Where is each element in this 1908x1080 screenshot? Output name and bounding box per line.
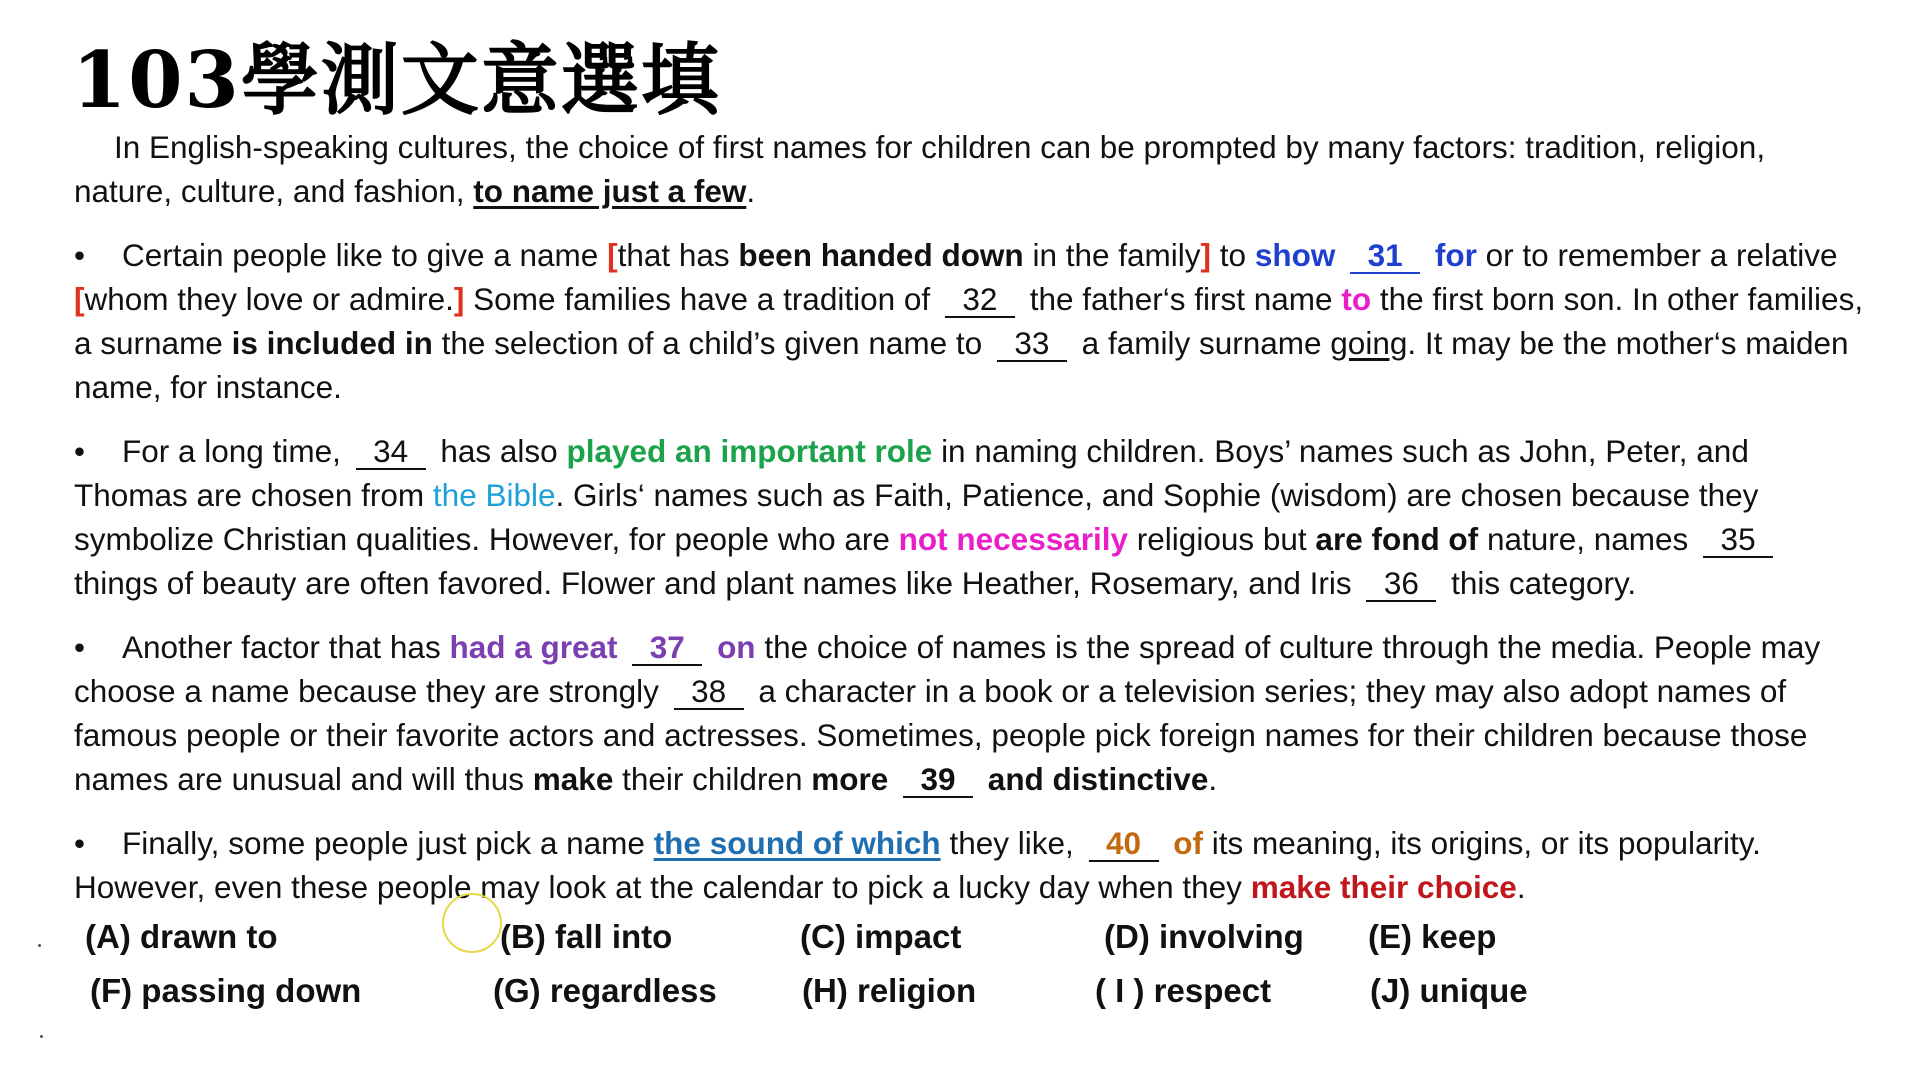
bullet-icon: • [74, 629, 86, 665]
option-j: (J) unique [1370, 972, 1528, 1009]
dot-mark [38, 944, 41, 947]
paragraph-sound: • Finally, some people just pick a name the sound of which they like, 40 of its meaning, its origins, or its popularity. However, even these people may look at the calendar to pick a lucky day when they make their choice. [74, 821, 1864, 909]
passage [74, 125, 1864, 929]
blank-32: 32 [945, 282, 1015, 318]
page-title: 103學測文意選填 [72, 35, 721, 126]
blank-34: 34 [356, 434, 426, 470]
option-f: (F) passing down [90, 972, 362, 1009]
blank-38: 38 [674, 674, 744, 710]
blank-31: 31 [1350, 238, 1420, 274]
option-a: (A) drawn to [85, 918, 278, 955]
bullet-icon: • [74, 825, 86, 861]
phrase-to-name-just-a-few: to name just a few [473, 173, 747, 209]
blank-36: 36 [1366, 566, 1436, 602]
paragraph-tradition: • Certain people like to give a name [that has been handed down in the family] to show 31 for or to remember a relative [whom they love or admire.] Some families have a tradition of 32 the father‘s first name to the first born son. In other families, a surname is included in the selection of a child’s given name to 33 a family surname going. It may be the mother‘s maiden name, for instance. [74, 233, 1864, 409]
mouse-cursor-highlight-icon [442, 893, 502, 953]
blank-35: 35 [1703, 522, 1773, 558]
intro-paragraph: In English-speaking cultures, the choice of first names for children can be prompted by many factors: tradition, religion, nature, culture, and fashion, to name just a few. [74, 129, 1766, 209]
bracket: [ [74, 281, 85, 317]
blank-40: 40 [1089, 826, 1159, 862]
option-b: (B) fall into [500, 918, 673, 955]
paragraph-media: • Another factor that has had a great 37 on the choice of names is the spread of culture through the media. People may choose a name because they are strongly 38 a character in a book or a television series; they may also adopt names of famous people or their favorite actors and actresses. Sometimes, people pick foreign names for their children because those names are unusual and will thus make their children more 39 and distinctive. [74, 625, 1864, 801]
paragraph-religion: • For a long time, 34 has also played an important role in naming children. Boys’ names such as John, Peter, and Thomas are chosen from the Bible. Girls‘ names such as Faith, Patience, and Sophie (wisdom) are chosen because they symbolize Christian qualities. However, for people who are not necessarily religious but are fond of nature, names 35 things of beauty are often favored. Flower and plant names like Heather, Rosemary, and Iris 36 this category. [74, 429, 1864, 605]
option-e: (E) keep [1368, 918, 1497, 955]
option-h: (H) religion [802, 972, 977, 1009]
option-c: (C) impact [800, 918, 962, 955]
blank-33: 33 [997, 326, 1067, 362]
bracket: ] [1200, 237, 1212, 273]
option-i: ( I ) respect [1095, 972, 1272, 1009]
bracket: ] [453, 281, 465, 317]
bullet-icon: • [74, 433, 86, 469]
blank-37: 37 [632, 630, 702, 666]
bracket: [ [607, 237, 618, 273]
dot-mark [40, 1035, 43, 1038]
option-g: (G) regardless [493, 972, 717, 1009]
blank-39: 39 [903, 762, 973, 798]
bullet-icon: • [74, 237, 86, 273]
option-d: (D) involving [1104, 918, 1304, 955]
